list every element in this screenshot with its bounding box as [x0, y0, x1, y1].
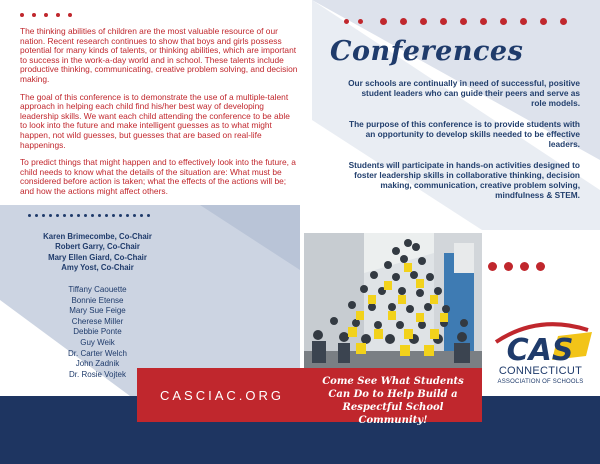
committee-member-name: Debbie Ponte — [73, 327, 122, 337]
dot — [35, 214, 38, 217]
student-group-photo — [304, 233, 482, 368]
dot — [98, 214, 101, 217]
committee-member-name: Dr. Rosie Vojtek — [69, 369, 126, 379]
co-chair-name: Amy Yost, Co-Chair — [61, 263, 134, 273]
website-url[interactable]: CASCIAC.ORG — [159, 388, 284, 403]
conferences-text — [348, 78, 580, 211]
dot — [56, 214, 59, 217]
committee-member-name: Tiffany Caouette — [68, 285, 127, 294]
committee-member-name: Cherese Miller — [71, 316, 124, 326]
dot — [91, 214, 94, 217]
intro-text — [20, 27, 298, 205]
dot — [520, 262, 529, 271]
committee-member-name: John Zadnik — [75, 359, 120, 369]
dot — [28, 214, 31, 217]
co-chair-name: Robert Garry, Co-Chair — [55, 242, 140, 252]
dot — [460, 18, 467, 25]
logo-connecticut: CONNECTICUT — [498, 365, 583, 377]
cas-logo — [488, 316, 593, 391]
dot — [44, 13, 48, 17]
dot — [133, 214, 136, 217]
dot — [68, 13, 72, 17]
intro-paragraph: To predict things that might happen and to effectively look into the future, a child needs to know what the details of the situation are: What must be considered before action is taken; what the effects of the actions will be; and how the actions might affect others. — [20, 157, 296, 196]
dot — [560, 18, 567, 25]
dot — [32, 13, 36, 17]
cas-logo-mark — [488, 316, 593, 366]
co-chair-name: Mary Ellen Giard, Co-Chair — [48, 252, 147, 262]
committee-member-name: Guy Weik — [80, 337, 115, 347]
url-box — [137, 368, 307, 422]
dot — [380, 18, 387, 25]
conferences-paragraph: Our schools are continually in need of successful, positive student leaders who can guide their peers and serve as role models. — [348, 78, 580, 108]
dot — [500, 18, 507, 25]
intro-paragraph: The thinking abilities of children are the most valuable resource of our nation. Recent research continues to show that boys and girls possess potential for many kinds of talents, or thinking abilities, which are important to success in the work-a-day world and in school. These talents include productive thinking, communicating, creative problem solving, and decision making. — [20, 26, 298, 84]
dot — [70, 214, 73, 217]
dot — [105, 214, 108, 217]
dot — [536, 262, 545, 271]
dot — [400, 18, 407, 25]
dot — [20, 13, 24, 17]
dot — [77, 214, 80, 217]
dot — [119, 214, 122, 217]
conferences-paragraph: Students will participate in hands-on activities designed to foster leadership skills in collaborative thinking, decision making, communication, creative problem solving, mindfulness & STEM. — [348, 160, 580, 200]
dot — [140, 214, 143, 217]
logo-association: ASSOCIATION OF SCHOOLS — [497, 379, 584, 385]
cas-logo-letters: CAS — [506, 333, 574, 366]
intro-paragraph: The goal of this conference is to demonstrate the use of a multiple-talent approach in helping each child find his/her best way of developing leadership skills. We want each child attending the conference to be able to look into the future and make intelligent guesses as to what might happen, not wild guesses, but guesses that are based on real-life happenings. — [20, 91, 290, 150]
dot — [504, 262, 513, 271]
tagline-text: Come See What Students Can Do to Help Build a Respectful School Community! — [322, 376, 464, 426]
conferences-paragraph: The purpose of this conference is to provide students with an opportunity to develop skills needed to be effective leaders. — [349, 119, 580, 149]
committee-member-name: Mary Sue Feige — [69, 306, 126, 316]
dot — [520, 18, 527, 25]
dot — [344, 19, 349, 24]
dot — [56, 13, 60, 17]
dot — [540, 18, 547, 25]
committee-member-name: Bonnie Etense — [71, 295, 124, 305]
dot — [358, 19, 363, 24]
committee-member-name: Dr. Carter Welch — [68, 348, 127, 358]
dot — [84, 214, 87, 217]
dot — [63, 214, 66, 217]
dot — [440, 18, 447, 25]
dot — [147, 214, 150, 217]
co-chair-name: Karen Brimecombe, Co-Chair — [43, 232, 152, 241]
conferences-title: Conferences — [330, 36, 524, 67]
dot — [488, 262, 497, 271]
dot — [49, 214, 52, 217]
committee-members-list — [30, 285, 165, 380]
co-chairs-list — [30, 232, 165, 274]
photo-illustration — [304, 233, 482, 368]
dot — [480, 18, 487, 25]
dot — [42, 214, 45, 217]
dot — [420, 18, 427, 25]
tagline-box — [304, 368, 482, 426]
dot — [126, 214, 129, 217]
dot — [112, 214, 115, 217]
